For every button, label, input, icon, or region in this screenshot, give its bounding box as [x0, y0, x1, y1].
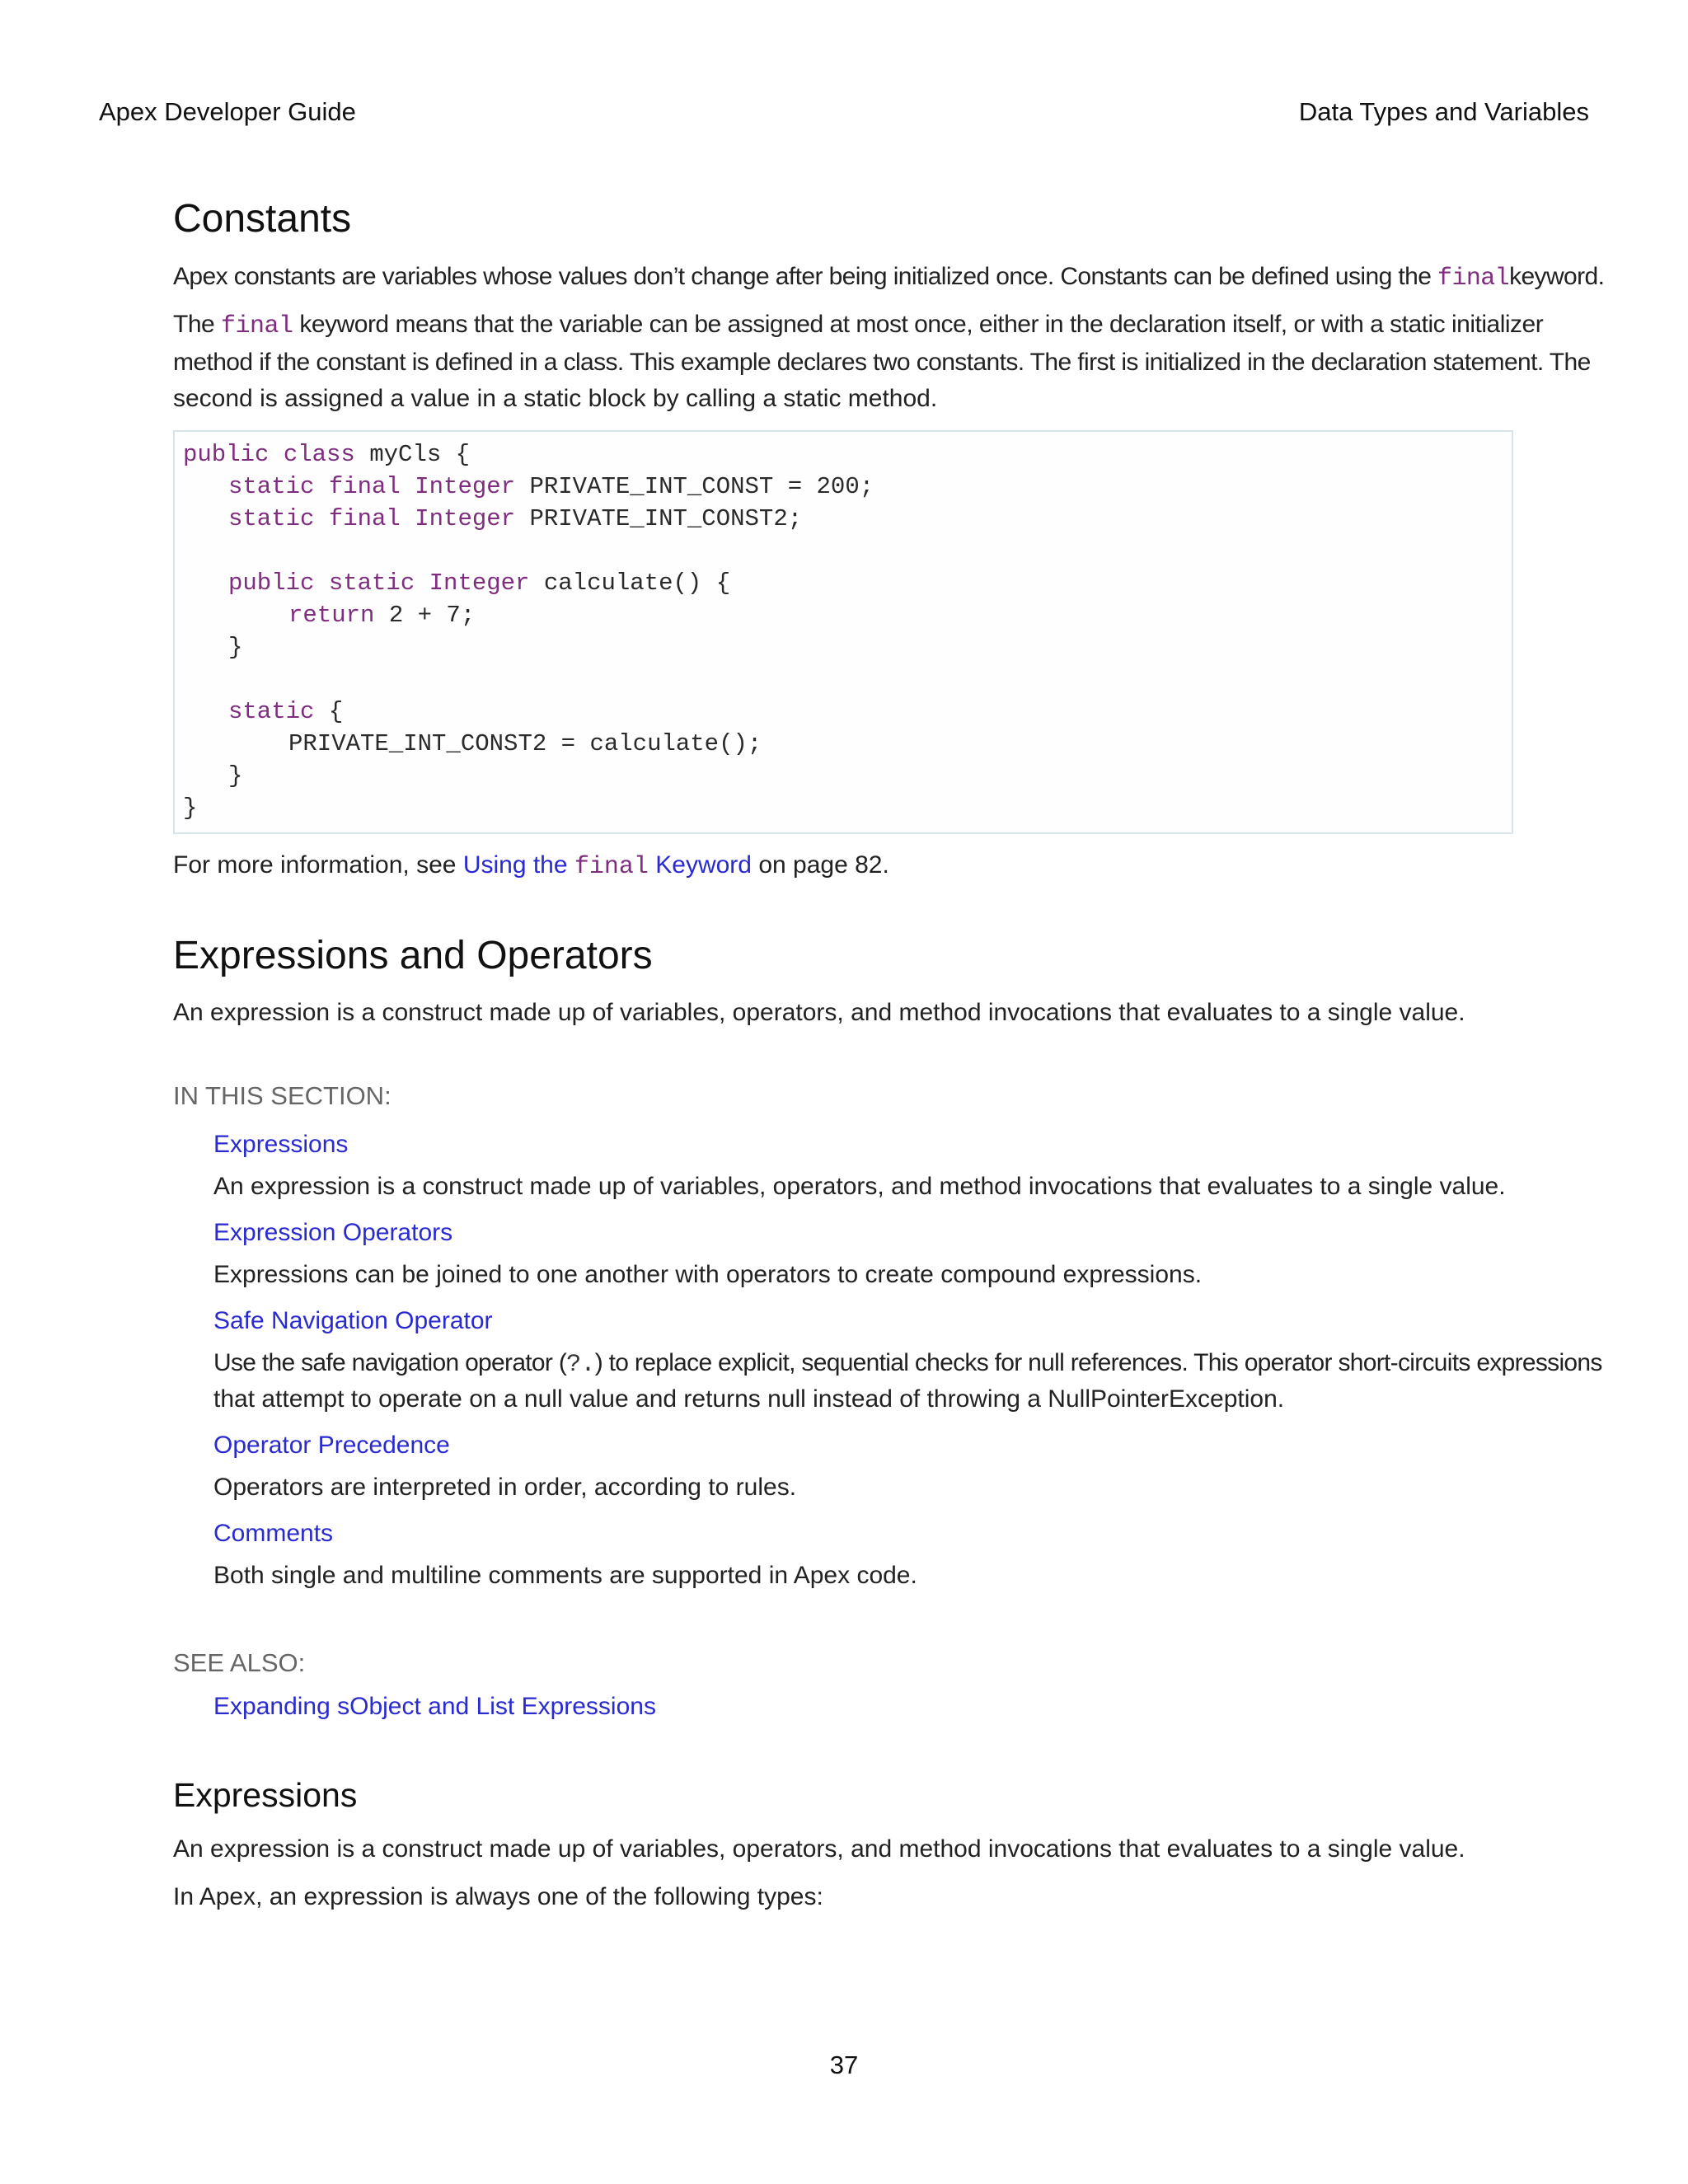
running-header-right: Data Types and Variables: [1298, 97, 1589, 126]
code-text: PRIVATE_INT_CONST = 200;: [515, 473, 874, 500]
code-text: PRIVATE_INT_CONST2;: [515, 505, 803, 532]
link-expression-operators[interactable]: Expression Operators: [213, 1219, 453, 1246]
text: ) to replace explicit, sequential checks for null references. This operator short-circuits expressions: [594, 1349, 1602, 1376]
code-line: }: [183, 794, 198, 822]
text: on page 82.: [758, 851, 889, 879]
item-description: Operators are interpreted in order, according to rules.: [213, 1474, 797, 1501]
inline-code-final: final: [221, 312, 293, 340]
code-text: calculate() {: [529, 569, 731, 597]
link-using-final-keyword[interactable]: Using the final Keyword: [462, 851, 752, 881]
link-safe-navigation-operator[interactable]: Safe Navigation Operator: [213, 1307, 493, 1334]
page-number: 37: [829, 2050, 859, 2079]
section-title-constants: Constants: [173, 197, 352, 241]
text: The: [173, 311, 215, 338]
code-text: {: [314, 698, 344, 725]
section-title-expressions: Expressions: [173, 1776, 358, 1814]
link-operator-precedence[interactable]: Operator Precedence: [213, 1432, 450, 1459]
code-line: [228, 471, 874, 503]
code-line: PRIVATE_INT_CONST2 = calculate();: [288, 730, 762, 757]
code-block: [173, 430, 1513, 834]
item-description-continued: that attempt to operate on a null value and returns null instead of throwing a NullPointerException.: [213, 1385, 1285, 1413]
code-line: [288, 599, 475, 631]
code-line: [228, 503, 802, 535]
text: Apex constants are variables whose values don’t change after being initialized once. Constants can be defined using the: [173, 263, 1432, 290]
item-description: An expression is a construct made up of variables, operators, and method invocations that evaluates to a single value.: [213, 1173, 1506, 1200]
code-line: }: [228, 634, 243, 661]
code-keyword: return: [288, 602, 375, 629]
item-description: [213, 1345, 1602, 1383]
section-title-expressions-and-operators: Expressions and Operators: [173, 934, 653, 977]
constants-paragraph-1: [173, 259, 1604, 297]
text: For more information, see: [173, 851, 457, 879]
item-description: Expressions can be joined to one another with operators to create compound expressions.: [213, 1261, 1203, 1288]
code-line: [228, 567, 730, 599]
inline-code-final: final: [1437, 265, 1510, 293]
running-header-left: Apex Developer Guide: [99, 97, 356, 126]
code-keyword: static final Integer: [228, 505, 516, 532]
item-description: Both single and multiline comments are supported in Apex code.: [213, 1562, 917, 1589]
text: Use the safe navigation operator (: [213, 1349, 567, 1376]
more-info-paragraph: [173, 847, 889, 885]
code-line: [228, 696, 343, 728]
inline-code: ?.: [566, 1351, 595, 1379]
code-line: [183, 438, 470, 471]
code-keyword: static final Integer: [228, 473, 516, 500]
code-text: 2 + 7;: [374, 602, 476, 629]
text: method if the constant is defined in a class. This example declares two constants. The first is initialized in the declaration statement. The: [173, 349, 1591, 376]
code-line: }: [228, 762, 243, 790]
link-comments[interactable]: Comments: [213, 1520, 334, 1547]
constants-paragraph-2: [173, 307, 1591, 417]
text: keyword.: [1509, 263, 1605, 290]
text: second is assigned a value in a static block by calling a static method.: [173, 385, 938, 412]
code-keyword: public static Integer: [228, 569, 530, 597]
code-keyword: public class: [183, 441, 355, 468]
code-text: myCls {: [354, 441, 471, 468]
expressions-paragraph-1: An expression is a construct made up of variables, operators, and method invocations that evaluates to a single value.: [173, 1835, 1465, 1863]
in-this-section-label: IN THIS SECTION:: [173, 1081, 392, 1110]
code-keyword: static: [228, 698, 315, 725]
link-expressions[interactable]: Expressions: [213, 1131, 349, 1158]
expressions-operators-intro: An expression is a construct made up of variables, operators, and method invocations that evaluates to a single value.: [173, 999, 1465, 1026]
link-expanding-sobject-and-list-expressions[interactable]: Expanding sObject and List Expressions: [213, 1693, 656, 1720]
text: keyword means that the variable can be assigned at most once, either in the declaration itself, or with a static initializer: [299, 311, 1544, 338]
see-also-label: SEE ALSO:: [173, 1648, 306, 1677]
expressions-paragraph-2: In Apex, an expression is always one of the following types:: [173, 1883, 823, 1910]
